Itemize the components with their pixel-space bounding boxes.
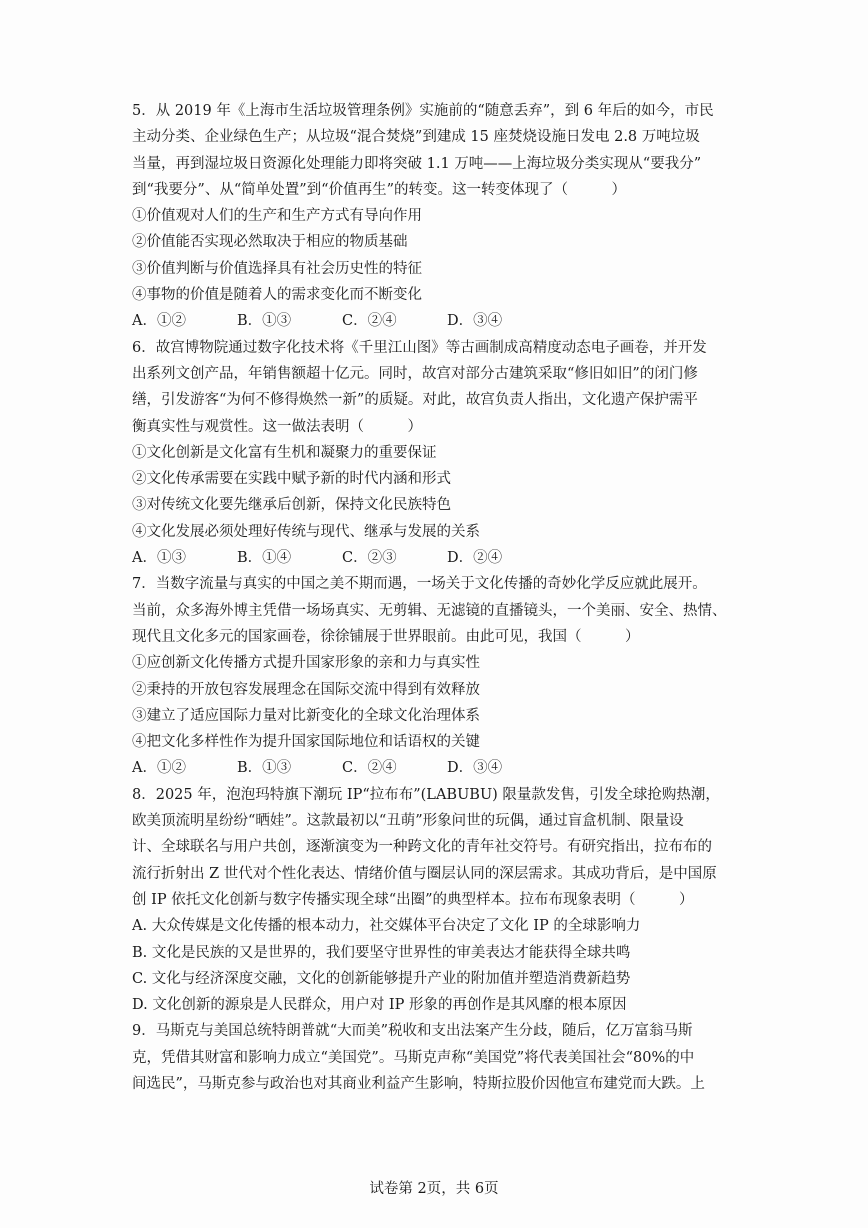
answer-choice: A．①② (132, 760, 186, 777)
answer-choice: C．②③ (342, 550, 397, 567)
question-stem-line: 8．2025 年，泡泡玛特旗下潮玩 IP“拉布布”(LABUBU) 限量款发售，引发全球抢购热潮， (132, 786, 720, 803)
question-stem-line: 9．马斯克与美国总统特朗普就“大而美”税收和支出法案产生分歧，随后，亿万富翁马斯 (132, 1023, 693, 1040)
question-stem-line: 克，凭借其财富和影响力成立“美国党”。马斯克声称“美国党”将代表美国社会“80%的中 (132, 1049, 695, 1066)
option-statement: ②价值能否实现必然取决于相应的物质基础 (132, 234, 408, 251)
option-statement: ①文化创新是文化富有生机和凝聚力的重要保证 (132, 444, 437, 461)
question-stem-line: 当量，再到湿垃圾日资源化处理能力即将突破 1.1 万吨——上海垃圾分类实现从“要我分” (132, 155, 702, 172)
question-stem-line: 现代且文化多元的国家画卷，徐徐铺展于世界眼前。由此可见，我国（ ） (132, 628, 640, 645)
option-statement: ③建立了适应国际力量对比新变化的全球文化治理体系 (132, 707, 480, 724)
question-area (132, 98, 752, 1097)
option-statement: ④把文化多样性作为提升国家国际地位和话语权的关键 (132, 734, 480, 751)
question-8 (132, 782, 752, 1019)
answer-choice: D．③④ (447, 313, 503, 330)
question-stem-line: 5．从 2019 年《上海市生活垃圾管理条例》实施前的“随意丢弃”，到 6 年后的如今，市民 (132, 103, 714, 119)
answer-choice: D．③④ (447, 760, 503, 777)
answer-choices (132, 545, 752, 571)
question-6 (132, 335, 752, 572)
answer-choice: A．①② (132, 313, 186, 330)
answer-choice: C．②④ (342, 760, 397, 777)
question-stem-line: 到“我要分”、从“简单处置”到“价值再生”的转变。这一转变体现了（ ） (132, 181, 626, 198)
answer-choice: B．①③ (237, 313, 292, 330)
option-statement: ①价值观对人们的生产和生产方式有导向作用 (132, 208, 422, 225)
page-footer: 试卷第 2页，共 6页 (369, 1181, 499, 1197)
answer-choice: B．①④ (237, 550, 292, 567)
question-5 (132, 98, 752, 335)
question-stem-line: 缮，引发游客“为何不修得焕然一新”的质疑。对此，故宫负责人指出，文化遗产保护需平 (132, 392, 698, 409)
answer-choices (132, 308, 752, 334)
option-statement: D. 文化创新的源泉是人民群众，用户对 IP 形象的再创作是其风靡的根本原因 (132, 997, 627, 1014)
answer-choice: C．②④ (342, 313, 397, 330)
question-stem-line: 衡真实性与观赏性。这一做法表明（ ） (132, 418, 422, 435)
option-statement: ①应创新文化传播方式提升国家形象的亲和力与真实性 (132, 655, 480, 672)
option-statement: ③对传统文化要先继承后创新，保持文化民族特色 (132, 497, 451, 514)
question-stem-line: 欧美顶流明星纷纷“晒娃”。这款最初以“丑萌”形象问世的玩偶，通过盲盒机制、限量设 (132, 813, 684, 830)
question-7 (132, 571, 752, 781)
question-stem-line: 7．当数字流量与真实的中国之美不期而遇，一场关于文化传播的奇妙化学反应就此展开。 (132, 576, 707, 593)
option-statement: ②秉持的开放包容发展理念在国际交流中得到有效释放 (132, 681, 480, 698)
answer-choices (132, 755, 752, 781)
option-statement: ②文化传承需要在实践中赋予新的时代内涵和形式 (132, 471, 451, 488)
option-statement: A. 大众传媒是文化传播的根本动力，社交媒体平台决定了文化 IP 的全球影响力 (132, 918, 641, 935)
question-stem-line: 当前，众多海外博主凭借一场场真实、无剪辑、无滤镜的直播镜头，一个美丽、安全、热情、 (132, 602, 727, 619)
option-statement: ④文化发展必须处理好传统与现代、继承与发展的关系 (132, 523, 480, 540)
question-stem-line: 流行折射出 Z 世代对个性化表达、情绪价值与圈层认同的深层需求。其成功背后，是中国原 (132, 865, 717, 882)
question-stem-line: 计、全球联名与用户共创，逐渐演变为一种跨文化的青年社交符号。有研究指出，拉布布的 (132, 839, 712, 856)
question-stem-line: 主动分类、企业绿色生产；从垃圾“混合焚烧”到建成 15 座焚烧设施日发电 2.8 万吨垃圾 (132, 129, 700, 146)
answer-choice: A．①③ (132, 550, 186, 567)
question-stem-line: 6．故宫博物院通过数字化技术将《千里江山图》等古画制成高精度动态电子画卷，并开发 (132, 339, 707, 356)
answer-choice: B．①③ (237, 760, 292, 777)
answer-choice: D．②④ (447, 550, 503, 567)
option-statement: ③价值判断与价值选择具有社会历史性的特征 (132, 260, 422, 277)
question-9 (132, 1018, 752, 1097)
option-statement: ④事物的价值是随着人的需求变化而不断变化 (132, 287, 422, 304)
option-statement: C. 文化与经济深度交融，文化的创新能够提升产业的附加值并塑造消费新趋势 (132, 970, 631, 987)
question-stem-line: 间选民”，马斯克参与政治也对其商业利益产生影响，特斯拉股价因他宣布建党而大跌。上 (132, 1075, 705, 1092)
question-stem-line: 出系列文创产品，年销售额超十亿元。同时，故宫对部分古建筑采取“修旧如旧”的闭门修 (132, 365, 698, 382)
option-statement: B. 文化是民族的又是世界的，我们要坚守世界性的审美表达才能获得全球共鸣 (132, 944, 631, 961)
question-stem-line: 创 IP 依托文化创新与数字传播实现全球“出圈”的典型样本。拉布布现象表明（ ） (132, 891, 694, 908)
